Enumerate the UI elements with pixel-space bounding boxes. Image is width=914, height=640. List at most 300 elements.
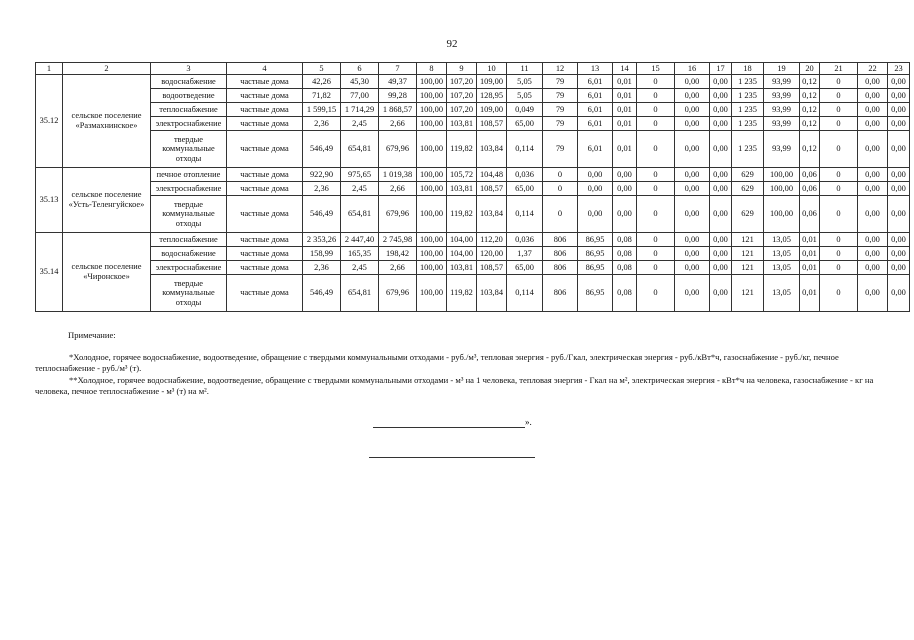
value-cell: 79	[543, 89, 578, 103]
value-cell: 0,00	[888, 103, 910, 117]
value-cell: 0,12	[800, 75, 820, 89]
value-cell: 100,00	[764, 196, 800, 233]
value-cell: 65,00	[507, 182, 543, 196]
value-cell: 1 714,29	[341, 103, 379, 117]
column-header: 15	[637, 63, 675, 75]
value-cell: 0	[637, 233, 675, 247]
value-cell: 100,00	[417, 89, 447, 103]
value-cell: 0,114	[507, 275, 543, 312]
value-cell: 0,00	[675, 131, 710, 168]
value-cell: 119,82	[447, 275, 477, 312]
value-cell: 103,84	[477, 275, 507, 312]
value-cell: 0,00	[888, 196, 910, 233]
value-cell: 65,00	[507, 261, 543, 275]
value-cell: 198,42	[379, 247, 417, 261]
value-cell: 1,37	[507, 247, 543, 261]
value-cell: 165,35	[341, 247, 379, 261]
value-cell: 629	[732, 168, 764, 182]
service-name: водоснабжение	[151, 247, 227, 261]
value-cell: 0	[637, 182, 675, 196]
column-header: 10	[477, 63, 507, 75]
table-body	[36, 63, 910, 312]
value-cell: 6,01	[578, 117, 613, 131]
value-cell: 104,00	[447, 233, 477, 247]
value-cell: 45,30	[341, 75, 379, 89]
value-cell: 0,00	[888, 89, 910, 103]
value-cell: 0	[637, 89, 675, 103]
value-cell: 0,01	[800, 233, 820, 247]
value-cell: 0,00	[675, 275, 710, 312]
value-cell: 2,66	[379, 261, 417, 275]
value-cell: 1 235	[732, 75, 764, 89]
value-cell: 0,00	[888, 182, 910, 196]
value-cell: 0	[820, 131, 858, 168]
value-cell: 93,99	[764, 131, 800, 168]
value-cell: 0,00	[613, 168, 637, 182]
value-cell: 0,01	[613, 75, 637, 89]
value-cell: 0,08	[613, 247, 637, 261]
value-cell: 0,00	[888, 131, 910, 168]
value-cell: 0,00	[675, 233, 710, 247]
value-cell: 100,00	[764, 182, 800, 196]
value-cell: 100,00	[417, 103, 447, 117]
service-name: теплоснабжение	[151, 233, 227, 247]
value-cell: 546,49	[303, 131, 341, 168]
value-cell: 99,28	[379, 89, 417, 103]
settlement-name: сельское поселение «Размахнинское»	[63, 75, 151, 168]
value-cell: 0,00	[710, 261, 732, 275]
value-cell: 121	[732, 233, 764, 247]
column-header: 16	[675, 63, 710, 75]
value-cell: 629	[732, 182, 764, 196]
column-number-row	[36, 63, 910, 75]
column-header: 22	[858, 63, 888, 75]
settlement-name: сельское поселение «Усть-Теленгуйское»	[63, 168, 151, 233]
value-cell: 104,00	[447, 247, 477, 261]
value-cell: 0	[820, 89, 858, 103]
column-header: 6	[341, 63, 379, 75]
table-row	[36, 261, 910, 275]
value-cell: 86,95	[578, 275, 613, 312]
value-cell: 108,57	[477, 261, 507, 275]
value-cell: 2,66	[379, 117, 417, 131]
value-cell: 0,01	[613, 89, 637, 103]
value-cell: 79	[543, 103, 578, 117]
column-header: 7	[379, 63, 417, 75]
value-cell: 0,00	[858, 75, 888, 89]
value-cell: 0,00	[888, 75, 910, 89]
service-name: печное отопление	[151, 168, 227, 182]
value-cell: 0,00	[710, 196, 732, 233]
value-cell: 0,08	[613, 275, 637, 312]
value-cell: 5,05	[507, 75, 543, 89]
value-cell: 0,114	[507, 196, 543, 233]
service-name: электроснабжение	[151, 261, 227, 275]
value-cell: 13,05	[764, 261, 800, 275]
value-cell: 0,12	[800, 103, 820, 117]
value-cell: 6,01	[578, 75, 613, 89]
column-header: 21	[820, 63, 858, 75]
column-header: 17	[710, 63, 732, 75]
value-cell: 679,96	[379, 275, 417, 312]
column-header: 11	[507, 63, 543, 75]
housing-type: частные дома	[227, 182, 303, 196]
value-cell: 0,01	[800, 275, 820, 312]
value-cell: 2,36	[303, 182, 341, 196]
value-cell: 119,82	[447, 131, 477, 168]
value-cell: 0,00	[710, 182, 732, 196]
value-cell: 0	[820, 247, 858, 261]
value-cell: 0,00	[675, 247, 710, 261]
value-cell: 0,00	[675, 196, 710, 233]
table-row	[36, 103, 910, 117]
housing-type: частные дома	[227, 275, 303, 312]
housing-type: частные дома	[227, 131, 303, 168]
service-name: твердые коммунальные отходы	[151, 275, 227, 312]
value-cell: 0,00	[710, 131, 732, 168]
value-cell: 6,01	[578, 89, 613, 103]
value-cell: 2,36	[303, 117, 341, 131]
service-name: электроснабжение	[151, 117, 227, 131]
value-cell: 546,49	[303, 275, 341, 312]
value-cell: 2 353,26	[303, 233, 341, 247]
value-cell: 5,05	[507, 89, 543, 103]
value-cell: 2 745,98	[379, 233, 417, 247]
value-cell: 42,26	[303, 75, 341, 89]
housing-type: частные дома	[227, 103, 303, 117]
value-cell: 0,00	[675, 261, 710, 275]
value-cell: 0,00	[710, 75, 732, 89]
value-cell: 654,81	[341, 196, 379, 233]
value-cell: 1 235	[732, 103, 764, 117]
value-cell: 100,00	[764, 168, 800, 182]
value-cell: 0,00	[888, 247, 910, 261]
value-cell: 0,00	[675, 168, 710, 182]
value-cell: 13,05	[764, 247, 800, 261]
value-cell: 104,48	[477, 168, 507, 182]
value-cell: 1 868,57	[379, 103, 417, 117]
value-cell: 0	[820, 103, 858, 117]
column-header: 12	[543, 63, 578, 75]
value-cell: 93,99	[764, 103, 800, 117]
value-cell: 0,01	[613, 117, 637, 131]
table-row	[36, 182, 910, 196]
value-cell: 0,00	[710, 89, 732, 103]
value-cell: 158,99	[303, 247, 341, 261]
column-header: 20	[800, 63, 820, 75]
value-cell: 0,00	[858, 89, 888, 103]
value-cell: 0	[637, 117, 675, 131]
page-number: 92	[446, 38, 458, 50]
value-cell: 0,00	[710, 117, 732, 131]
row-code: 35.12	[36, 75, 63, 168]
value-cell: 0,00	[858, 233, 888, 247]
service-name: водоснабжение	[151, 75, 227, 89]
value-cell: 121	[732, 275, 764, 312]
value-cell: 6,01	[578, 131, 613, 168]
column-header: 14	[613, 63, 637, 75]
value-cell: 109,00	[477, 103, 507, 117]
value-cell: 975,65	[341, 168, 379, 182]
value-cell: 0	[543, 196, 578, 233]
column-header: 2	[63, 63, 151, 75]
value-cell: 1 599,15	[303, 103, 341, 117]
value-cell: 0	[820, 168, 858, 182]
value-cell: 79	[543, 75, 578, 89]
housing-type: частные дома	[227, 75, 303, 89]
housing-type: частные дома	[227, 261, 303, 275]
value-cell: 119,82	[447, 196, 477, 233]
value-cell: 105,72	[447, 168, 477, 182]
value-cell: 103,84	[477, 131, 507, 168]
value-cell: 103,81	[447, 117, 477, 131]
table-row	[36, 233, 910, 247]
table-row	[36, 247, 910, 261]
value-cell: 49,37	[379, 75, 417, 89]
value-cell: 806	[543, 233, 578, 247]
value-cell: 0,00	[858, 247, 888, 261]
value-cell: 0,00	[675, 103, 710, 117]
value-cell: 629	[732, 196, 764, 233]
column-header: 18	[732, 63, 764, 75]
value-cell: 0	[543, 168, 578, 182]
value-cell: 0,12	[800, 117, 820, 131]
value-cell: 0	[820, 196, 858, 233]
value-cell: 0,08	[613, 261, 637, 275]
value-cell: 0,00	[858, 168, 888, 182]
value-cell: 0,12	[800, 89, 820, 103]
value-cell: 100,00	[417, 182, 447, 196]
value-cell: 2,36	[303, 261, 341, 275]
column-header: 9	[447, 63, 477, 75]
note-units-norms: **Холодное, горячее водоснабжение, водоотведение, обращение с твердыми коммунальными отходами - м³ на 1 человека, тепловая энергия - Гкал на м², электрическая энергия - кВт*ч на человека, газоснабжение - кг на человека, печное теплоснабжение - м³ (т) на м².	[35, 375, 874, 397]
column-header: 13	[578, 63, 613, 75]
value-cell: 679,96	[379, 196, 417, 233]
value-cell: 2,45	[341, 261, 379, 275]
value-cell: 100,00	[417, 131, 447, 168]
table-row	[36, 275, 910, 312]
table-row	[36, 196, 910, 233]
value-cell: 0,036	[507, 168, 543, 182]
column-header: 3	[151, 63, 227, 75]
value-cell: 0,00	[578, 196, 613, 233]
value-cell: 654,81	[341, 275, 379, 312]
signature-line	[373, 427, 525, 428]
value-cell: 0	[820, 233, 858, 247]
value-cell: 0	[543, 182, 578, 196]
value-cell: 79	[543, 131, 578, 168]
value-cell: 86,95	[578, 247, 613, 261]
value-cell: 100,00	[417, 275, 447, 312]
value-cell: 13,05	[764, 233, 800, 247]
value-cell: 0,00	[888, 233, 910, 247]
value-cell: 93,99	[764, 75, 800, 89]
value-cell: 100,00	[417, 196, 447, 233]
value-cell: 2 447,40	[341, 233, 379, 247]
value-cell: 0,08	[613, 233, 637, 247]
value-cell: 0,00	[613, 182, 637, 196]
value-cell: 654,81	[341, 131, 379, 168]
value-cell: 100,00	[417, 117, 447, 131]
value-cell: 0,00	[710, 275, 732, 312]
column-header: 5	[303, 63, 341, 75]
value-cell: 86,95	[578, 261, 613, 275]
value-cell: 1 019,38	[379, 168, 417, 182]
value-cell: 0	[820, 275, 858, 312]
value-cell: 107,20	[447, 75, 477, 89]
value-cell: 103,84	[477, 196, 507, 233]
value-cell: 0,00	[888, 117, 910, 131]
value-cell: 0,01	[613, 103, 637, 117]
value-cell: 2,45	[341, 117, 379, 131]
value-cell: 86,95	[578, 233, 613, 247]
value-cell: 0	[820, 75, 858, 89]
value-cell: 0	[637, 75, 675, 89]
value-cell: 0,00	[858, 103, 888, 117]
value-cell: 0	[820, 117, 858, 131]
value-cell: 0,00	[858, 182, 888, 196]
value-cell: 0,01	[613, 131, 637, 168]
value-cell: 0	[820, 261, 858, 275]
value-cell: 93,99	[764, 117, 800, 131]
value-cell: 806	[543, 275, 578, 312]
service-name: теплоснабжение	[151, 103, 227, 117]
closing-quote: ».	[525, 417, 532, 427]
value-cell: 100,00	[417, 247, 447, 261]
value-cell: 0,00	[710, 233, 732, 247]
value-cell: 0,00	[858, 196, 888, 233]
value-cell: 120,00	[477, 247, 507, 261]
value-cell: 100,00	[417, 168, 447, 182]
value-cell: 0,06	[800, 196, 820, 233]
row-code: 35.14	[36, 233, 63, 312]
table-row	[36, 89, 910, 103]
value-cell: 71,82	[303, 89, 341, 103]
value-cell: 103,81	[447, 182, 477, 196]
note-title: Примечание:	[68, 330, 116, 340]
housing-type: частные дома	[227, 168, 303, 182]
column-header: 23	[888, 63, 910, 75]
value-cell: 0,00	[858, 275, 888, 312]
value-cell: 2,45	[341, 182, 379, 196]
value-cell: 0,00	[675, 182, 710, 196]
value-cell: 128,95	[477, 89, 507, 103]
value-cell: 0	[637, 261, 675, 275]
value-cell: 0,00	[675, 89, 710, 103]
value-cell: 0,00	[858, 261, 888, 275]
value-cell: 103,81	[447, 261, 477, 275]
column-header: 19	[764, 63, 800, 75]
service-name: водоотведение	[151, 89, 227, 103]
column-header: 4	[227, 63, 303, 75]
value-cell: 13,05	[764, 275, 800, 312]
value-cell: 1 235	[732, 131, 764, 168]
value-cell: 79	[543, 117, 578, 131]
note-units-tariffs: *Холодное, горячее водоснабжение, водоотведение, обращение с твердыми коммунальными отходами - руб./м³, тепловая энергия - руб./Гкал, электрическая энергия - руб./кВт*ч, газоснабжение - руб./кг, печное теплоснабжение - руб./м³ (т).	[35, 352, 839, 374]
value-cell: 0,00	[888, 275, 910, 312]
housing-type: частные дома	[227, 196, 303, 233]
value-cell: 100,00	[417, 75, 447, 89]
value-cell: 0,00	[888, 261, 910, 275]
settlement-name: сельское поселение «Чиронское»	[63, 233, 151, 312]
housing-type: частные дома	[227, 117, 303, 131]
value-cell: 546,49	[303, 196, 341, 233]
service-name: электроснабжение	[151, 182, 227, 196]
value-cell: 0,00	[613, 196, 637, 233]
value-cell: 0	[637, 103, 675, 117]
value-cell: 0,00	[710, 247, 732, 261]
value-cell: 0	[637, 275, 675, 312]
value-cell: 93,99	[764, 89, 800, 103]
value-cell: 1 235	[732, 117, 764, 131]
value-cell: 922,90	[303, 168, 341, 182]
table-row	[36, 168, 910, 182]
value-cell: 679,96	[379, 131, 417, 168]
value-cell: 0,12	[800, 131, 820, 168]
row-code: 35.13	[36, 168, 63, 233]
value-cell: 0,06	[800, 182, 820, 196]
value-cell: 806	[543, 247, 578, 261]
table-row	[36, 75, 910, 89]
value-cell: 108,57	[477, 182, 507, 196]
value-cell: 0,00	[675, 75, 710, 89]
value-cell: 112,20	[477, 233, 507, 247]
value-cell: 107,20	[447, 103, 477, 117]
value-cell: 65,00	[507, 117, 543, 131]
value-cell: 2,66	[379, 182, 417, 196]
table-row	[36, 117, 910, 131]
value-cell: 0	[637, 247, 675, 261]
value-cell: 0,01	[800, 261, 820, 275]
table-row	[36, 131, 910, 168]
value-cell: 0,00	[675, 117, 710, 131]
value-cell: 0	[820, 182, 858, 196]
column-header: 8	[417, 63, 447, 75]
value-cell: 806	[543, 261, 578, 275]
value-cell: 0,00	[888, 168, 910, 182]
service-name: твердые коммунальные отходы	[151, 196, 227, 233]
housing-type: частные дома	[227, 89, 303, 103]
value-cell: 77,00	[341, 89, 379, 103]
value-cell: 0,00	[710, 168, 732, 182]
value-cell: 1 235	[732, 89, 764, 103]
value-cell: 0,114	[507, 131, 543, 168]
value-cell: 121	[732, 261, 764, 275]
value-cell: 100,00	[417, 261, 447, 275]
value-cell: 0,00	[858, 117, 888, 131]
value-cell: 0	[637, 131, 675, 168]
value-cell: 0,00	[578, 168, 613, 182]
value-cell: 0	[637, 196, 675, 233]
value-cell: 0,00	[578, 182, 613, 196]
value-cell: 0	[637, 168, 675, 182]
housing-type: частные дома	[227, 233, 303, 247]
value-cell: 121	[732, 247, 764, 261]
value-cell: 0,036	[507, 233, 543, 247]
value-cell: 107,20	[447, 89, 477, 103]
value-cell: 108,57	[477, 117, 507, 131]
value-cell: 0,06	[800, 168, 820, 182]
housing-type: частные дома	[227, 247, 303, 261]
value-cell: 0,049	[507, 103, 543, 117]
value-cell: 109,00	[477, 75, 507, 89]
column-header: 1	[36, 63, 63, 75]
value-cell: 0,01	[800, 247, 820, 261]
value-cell: 6,01	[578, 103, 613, 117]
tariff-table	[35, 62, 910, 312]
service-name: твердые коммунальные отходы	[151, 131, 227, 168]
value-cell: 0,00	[710, 103, 732, 117]
